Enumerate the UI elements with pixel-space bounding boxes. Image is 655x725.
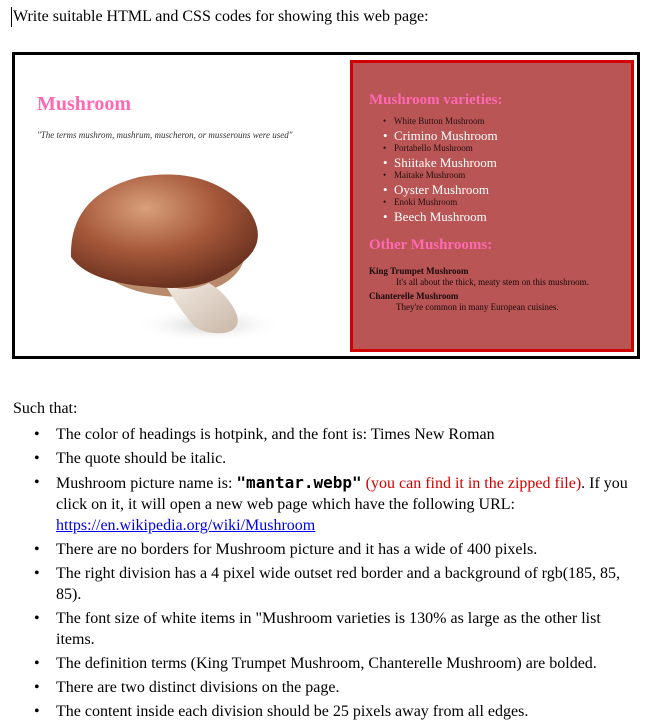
task-intro: Write suitable HTML and CSS codes for showing this web page: [13,8,429,25]
requirement-item: • The font size of white items in "Mushroom varieties is 130% as large as the other list items. [38,608,643,650]
variety-item: • White Button Mushroom [383,117,621,126]
requirement-item [38,472,643,536]
variety-item: • Oyster Mushroom [383,183,621,196]
requirement-item: • There are two distinct divisions on the page. [38,677,643,698]
other-mushrooms-heading: Other Mushrooms: [369,237,493,253]
text-cursor [11,7,12,27]
variety-item: • Maitake Mushroom [383,171,621,180]
requirement-text: Mushroom picture name is: [56,475,237,492]
varieties-heading: Mushroom varieties: [369,92,503,108]
variety-item: • Portabello Mushroom [383,144,621,153]
variety-item: • Shiitake Mushroom [383,156,621,169]
definition-list [369,266,621,312]
requirement-item: • The definition terms (King Trumpet Mushroom, Chanterelle Mushroom) are bolded. [38,653,643,674]
variety-item: • Beech Mushroom [383,210,621,223]
requirement-item: • The right division has a 4 pixel wide outset red border and a background of rgb(185, 85, 85). [38,563,643,605]
definition-description: They're common in many European cuisines. [396,302,559,312]
definition-term: Chanterelle Mushroom [369,291,459,301]
mushroom-cap [71,174,258,287]
varieties-list [369,117,621,223]
variety-item: • Crimino Mushroom [383,129,621,142]
definition-term: King Trumpet Mushroom [369,266,469,276]
quote-text: "The terms mushrom, mushrum, muscheron, or musserouns were used" [37,130,293,140]
picture-filename: "mantar.webp" [236,473,362,492]
mushroom-image[interactable] [59,165,289,345]
definition-description: It's all about the thick, meaty stem on this mushroom. [396,277,589,287]
requirement-item: • The quote should be italic. [38,448,643,469]
zip-note: (you can find it in the zipped file) [361,475,582,492]
wikipedia-link[interactable]: https://en.wikipedia.org/wiki/Mushroom [56,517,316,534]
requirement-item: • The color of headings is hotpink, and the font is: Times New Roman [38,424,643,445]
requirement-item: • There are no borders for Mushroom picture and it has a wide of 400 pixels. [38,539,643,560]
requirements-list [38,424,643,725]
requirement-item: • The content inside each division should be 25 pixels away from all edges. [38,701,643,722]
page-heading: Mushroom [37,93,132,115]
requirement-text: . If you click on it, it will open a new web page which have the following URL: [56,475,628,513]
right-division [350,60,634,352]
variety-item: • Enoki Mushroom [383,198,621,207]
example-page-frame [12,52,640,359]
left-division [37,93,349,140]
requirements-heading: Such that: [13,400,78,417]
